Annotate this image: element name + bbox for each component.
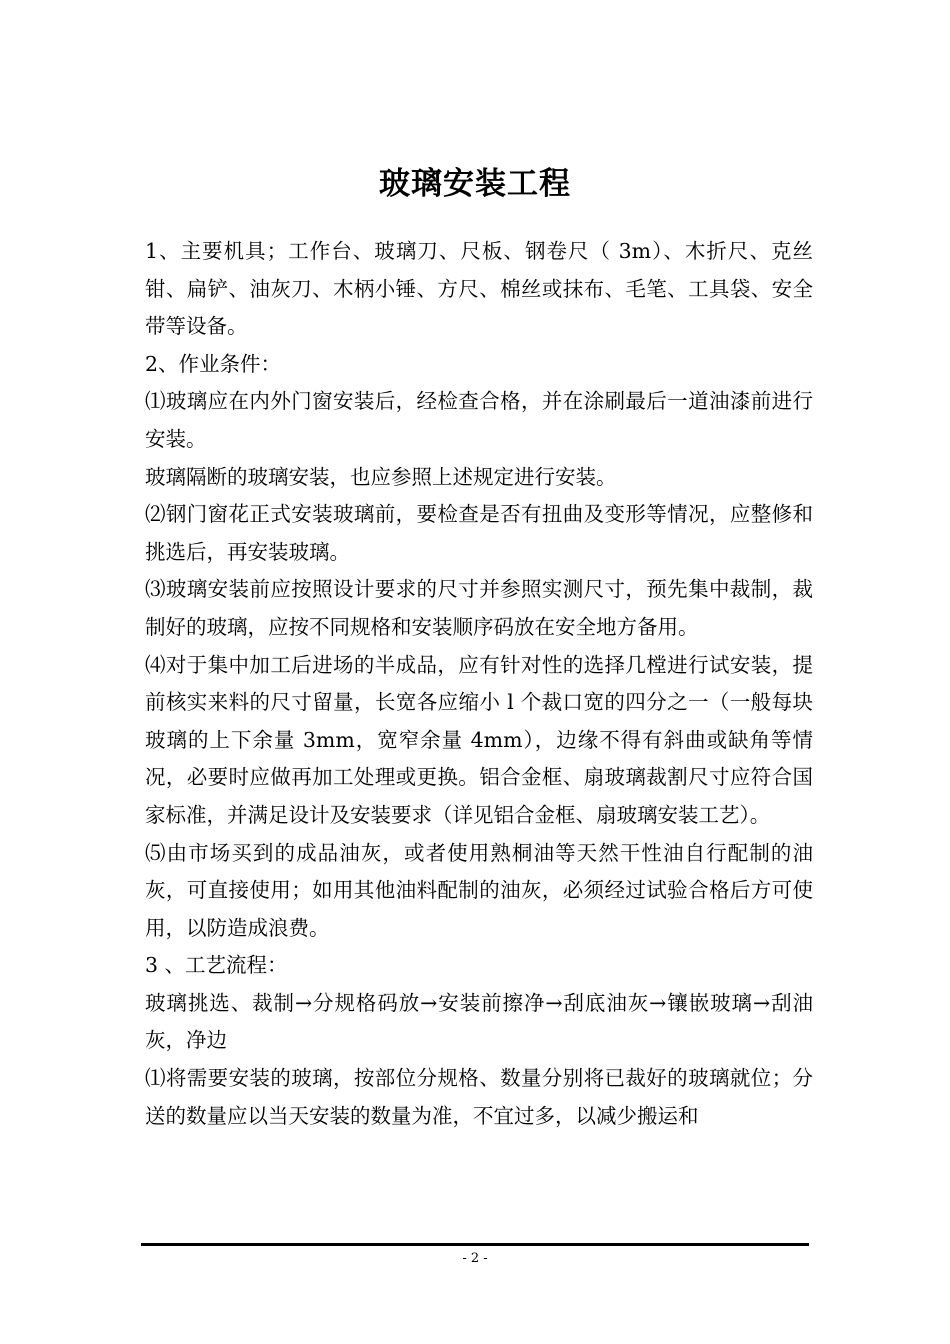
paragraph-condition-2: ⑵钢门窗花正式安装玻璃前，要检查是否有扭曲及变形等情况，应整修和挑选后，再安装玻璃。 — [145, 502, 813, 564]
body-text — [145, 233, 813, 1135]
paragraph-conditions-heading: 2、作业条件： — [145, 351, 282, 376]
paragraph-partition-note: 玻璃隔断的玻璃安装，也应参照上述规定进行安装。 — [145, 464, 617, 489]
paragraph-condition-5: ⑸由市场买到的成品油灰，或者使用熟桐油等天然干性油自行配制的油灰，可直接使用；如用其他油料配制的油灰，必须经过试验合格后方可使用，以防造成浪费。 — [145, 840, 813, 940]
paragraph-process-step-1: ⑴将需要安装的玻璃，按部位分规格、数量分别将已裁好的玻璃就位；分送的数量应以当天安装的数量为准，不宜过多，以减少搬运和 — [145, 1066, 813, 1128]
paragraph-condition-3: ⑶玻璃安装前应按照设计要求的尺寸并参照实测尺寸，预先集中裁制，裁制好的玻璃，应按不同规格和安装顺序码放在安全地方备用。 — [145, 577, 813, 639]
paragraph-condition-1: ⑴玻璃应在内外门窗安装后，经检查合格，并在涂刷最后一道油漆前进行安装。 — [145, 389, 813, 451]
footer-divider — [141, 1243, 809, 1246]
paragraph-process-heading: 3 、工艺流程： — [145, 953, 288, 978]
paragraph-tools: 1、主要机具；工作台、玻璃刀、尺板、钢卷尺（ 3m）、木折尺、克丝钳、扁铲、油灰刀、木柄小锤、方尺、棉丝或抹布、毛笔、工具袋、安全带等设备。 — [145, 239, 813, 339]
page-title: 玻璃安装工程 — [379, 166, 571, 202]
page-number: - 2 - — [462, 1251, 488, 1266]
paragraph-process-flow: 玻璃挑选、裁制→分规格码放→安装前擦净→刮底油灰→镶嵌玻璃→刮油灰，净边 — [145, 990, 813, 1053]
paragraph-condition-4: ⑷对于集中加工后进场的半成品，应有针对性的选择几樘进行试安装，提前核实来料的尺寸留量，长宽各应缩小 l 个裁口宽的四分之一（一般每块玻璃的上下余量 3mm，宽窄余量 4mm），边缘不得有斜曲或缺角等情况，必要时应做再加工处理或更换。铝合金框、扇玻璃裁割尺寸应符合国家标准，并满足设计及安装要求（详见铝合金框、扇玻璃安装工艺）。 — [145, 652, 813, 827]
